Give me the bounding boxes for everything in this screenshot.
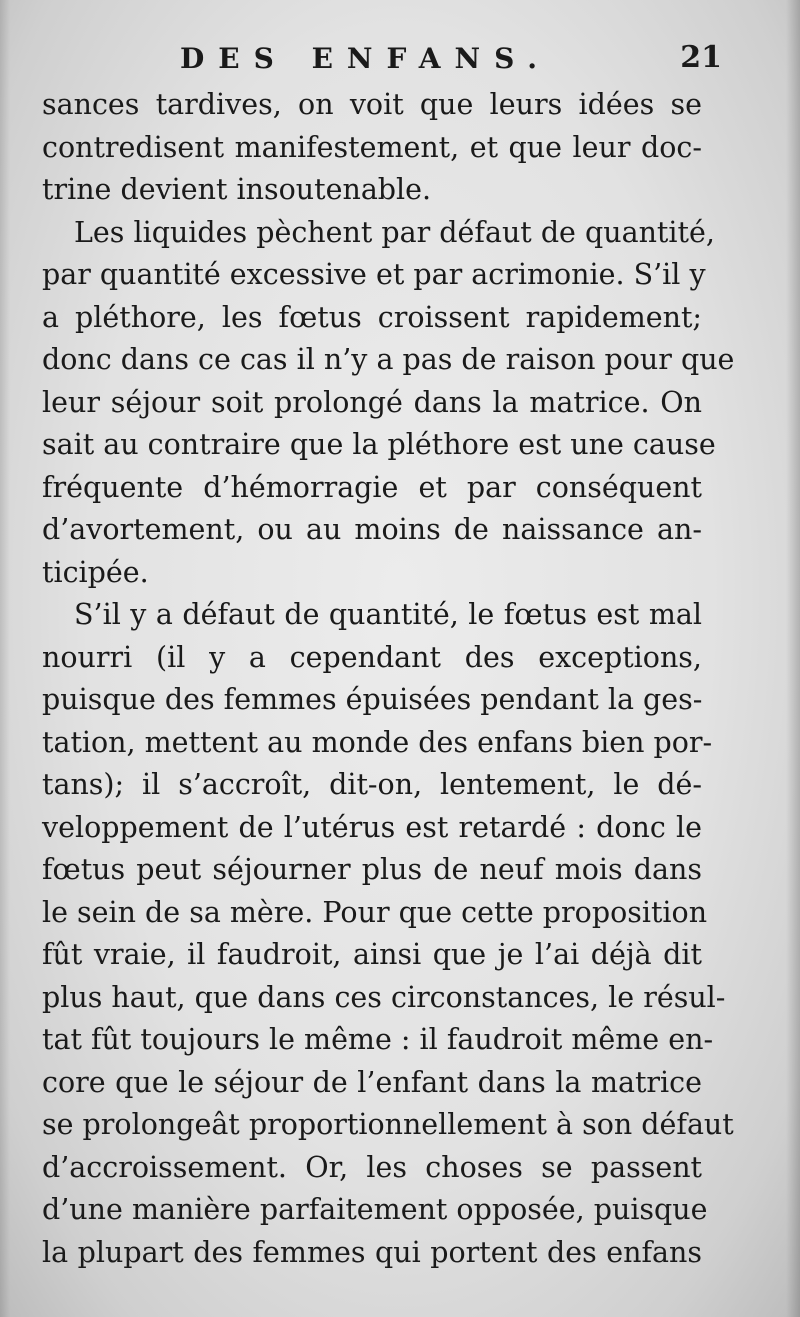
text-line: le sein de sa mère. Pour que cette proposition (42, 895, 708, 929)
text-line: nourri (il y a cependant des exceptions, (42, 640, 702, 674)
text-line: la plupart des femmes qui portent des enfans (42, 1235, 702, 1269)
text-line: S’il y a défaut de quantité, le fœtus est mal (74, 598, 702, 631)
text-line: core que le séjour de l’enfant dans la matrice (42, 1065, 702, 1099)
text-line: sances tardives, on voit que leurs idées se (42, 88, 702, 121)
page-shadow-right (786, 0, 800, 1317)
page-number: 21 (680, 40, 722, 75)
text-line: puisque des femmes épuisées pendant la ges- (42, 683, 703, 716)
text-line: se prolongeât proportionnellement à son défaut (42, 1108, 734, 1141)
text-line: fût vraie, il faudroit, ainsi que je l’ai déjà dit (42, 938, 702, 971)
text-line: ticipée. (42, 555, 149, 589)
text-line: plus haut, que dans ces circonstances, le résul- (42, 980, 726, 1014)
text-line: trine devient insoutenable. (42, 173, 432, 206)
text-line: tans); il s’accroît, dit-on, lentement, le dé- (42, 768, 702, 801)
text-line: donc dans ce cas il n’y a pas de raison pour que (42, 343, 735, 376)
text-line: Les liquides pèchent par défaut de quantité, (74, 215, 715, 249)
text-line: leur séjour soit prolongé dans la matrice. On (42, 385, 702, 419)
text-line: par quantité excessive et par acrimonie. S’il y (42, 258, 706, 291)
text-line: fœtus peut séjourner plus de neuf mois dans (42, 853, 702, 886)
text-line: d’une manière parfaitement opposée, puisque (42, 1193, 708, 1226)
body-text (42, 84, 735, 1274)
text-line: fréquente d’hémorragie et par conséquent (42, 470, 702, 504)
text-line: d’accroissement. Or, les choses se passent (42, 1150, 702, 1184)
text-line: a pléthore, les fœtus croissent rapidement; (42, 300, 702, 334)
running-head: DES ENFANS. (180, 42, 552, 75)
text-line: tat fût toujours le même : il faudroit même en- (42, 1023, 714, 1056)
text-line: tation, mettent au monde des enfans bien por- (42, 725, 713, 759)
text-line: contredisent manifestement, et que leur doc- (42, 130, 702, 164)
text-line: sait au contraire que la pléthore est une cause (42, 428, 716, 461)
page-shadow-left (0, 0, 10, 1317)
text-line: d’avortement, ou au moins de naissance an- (42, 513, 702, 546)
text-line: veloppement de l’utérus est retardé : donc le (42, 810, 702, 844)
page-header (42, 40, 722, 80)
